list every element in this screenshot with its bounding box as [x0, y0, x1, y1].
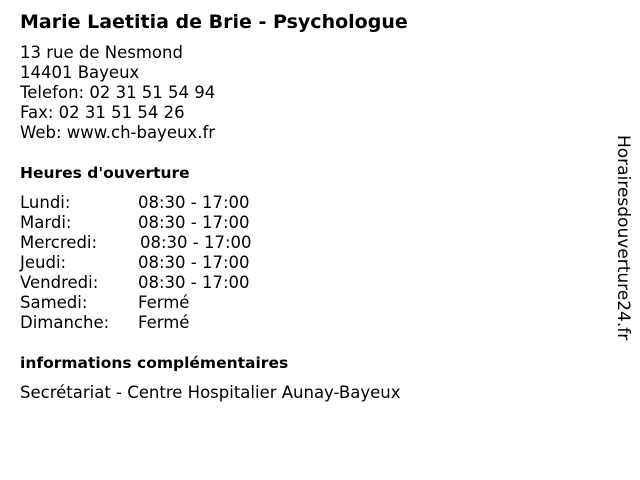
address-block: [20, 43, 215, 143]
hours-day: Lundi:: [20, 193, 71, 212]
address-city: 14401 Bayeux: [20, 63, 140, 82]
address-fax: Fax: 02 31 51 54 26: [20, 103, 185, 122]
hours-heading: Heures d'ouverture: [20, 164, 190, 182]
hours-day: Mardi:: [20, 213, 72, 232]
address-phone: Telefon: 02 31 51 54 94: [20, 83, 216, 102]
address-street: 13 rue de Nesmond: [20, 43, 183, 62]
hours-time: Fermé: [138, 313, 190, 332]
hours-time: 08:30 - 17:00: [138, 213, 250, 232]
page-title: Marie Laetitia de Brie - Psychologue: [20, 11, 408, 33]
hours-time: 08:30 - 17:00: [140, 233, 252, 252]
hours-day: Dimanche:: [20, 313, 110, 332]
hours-day: Samedi:: [20, 293, 88, 312]
hours-day: Mercredi:: [20, 233, 98, 252]
hours-day: Vendredi:: [20, 273, 99, 292]
hours-day: Jeudi:: [20, 253, 67, 272]
address-web: Web: www.ch-bayeux.fr: [20, 123, 216, 142]
hours-time: 08:30 - 17:00: [138, 253, 250, 272]
hours-time: Fermé: [138, 293, 190, 312]
side-brand-text: Horairesdouverture24.fr: [613, 135, 633, 341]
info-text: Secrétariat - Centre Hospitalier Aunay-Bayeux: [20, 383, 401, 402]
info-heading: informations complémentaires: [20, 354, 289, 372]
hours-time: 08:30 - 17:00: [138, 193, 250, 212]
hours-time: 08:30 - 17:00: [138, 273, 250, 292]
